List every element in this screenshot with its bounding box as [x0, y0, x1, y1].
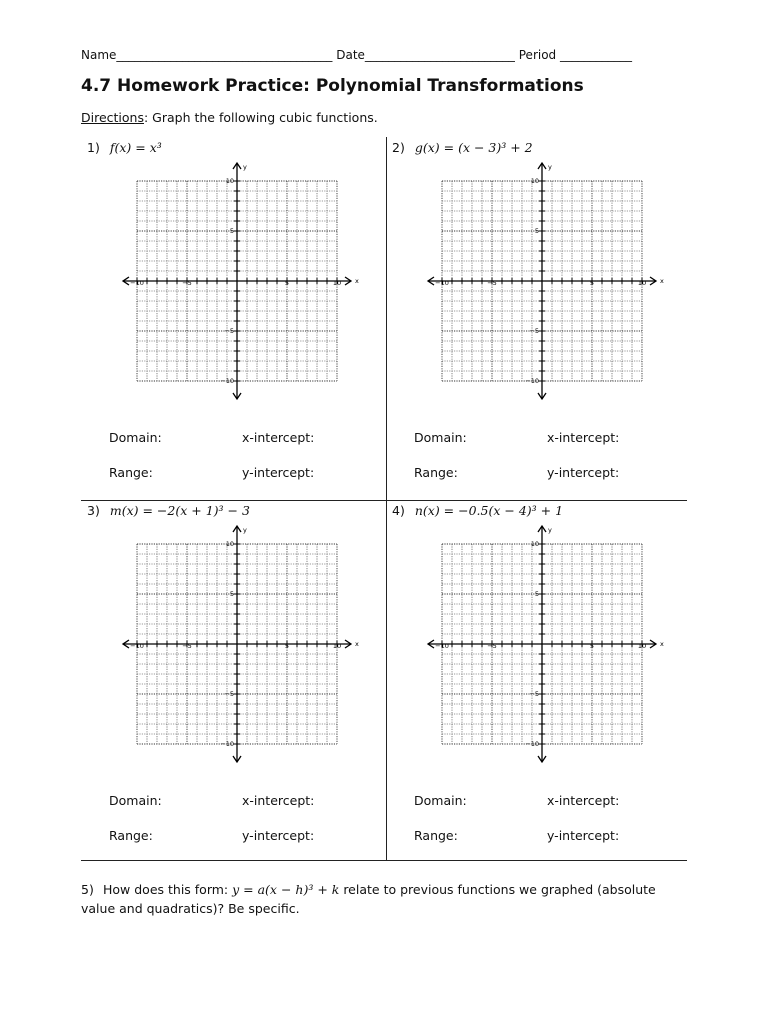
question-5-number: 5): [81, 882, 94, 897]
x-tick-label: −5: [487, 642, 497, 650]
range-label: Range:: [109, 465, 153, 480]
y-tick-label: 5: [534, 590, 539, 598]
coordinate-grid[interactable]: [422, 157, 662, 407]
x-tick-label: −10: [435, 279, 449, 287]
question-5-text-before: How does this form:: [103, 882, 233, 897]
y-tick-label: −10: [220, 377, 234, 385]
y-tick-label: 10: [530, 177, 539, 185]
domain-label: Domain:: [414, 430, 467, 445]
range-label: Range:: [414, 465, 458, 480]
x-axis-label: x: [660, 277, 664, 285]
x-intercept-label: x-intercept:: [547, 430, 620, 445]
name-label: Name: [81, 48, 117, 62]
coordinate-grid[interactable]: [117, 520, 357, 770]
problem-heading: [392, 140, 533, 155]
date-label: Date: [336, 48, 365, 62]
problem-function: g(x) = (x − 3)³ + 2: [414, 140, 533, 155]
problem-heading: [87, 140, 162, 155]
y-tick-label: −5: [529, 327, 539, 335]
header-line: [81, 48, 691, 62]
y-tick-label: −10: [220, 740, 234, 748]
directions-text: : Graph the following cubic functions.: [143, 110, 378, 125]
x-tick-label: 10: [332, 642, 342, 650]
y-tick-label: 10: [225, 540, 234, 548]
bottom-divider: [81, 860, 687, 861]
period-label: Period: [518, 48, 557, 62]
x-intercept-label: x-intercept:: [242, 793, 315, 808]
question-5-text-after: relate to previous functions we graphed (absolute value and quadratics)? Be specific.: [81, 882, 656, 916]
x-tick-label: 10: [637, 642, 647, 650]
y-intercept-label: y-intercept:: [547, 828, 620, 843]
x-axis-label: x: [355, 640, 359, 648]
range-label: Range:: [109, 828, 153, 843]
period-blank[interactable]: ____________: [560, 48, 632, 62]
y-axis-label: y: [548, 163, 552, 171]
coordinate-grid[interactable]: [117, 157, 357, 407]
x-axis-label: x: [355, 277, 359, 285]
y-tick-label: 5: [229, 590, 234, 598]
y-tick-label: −10: [525, 740, 539, 748]
x-tick-label: −5: [487, 279, 497, 287]
name-blank[interactable]: ____________________________________: [116, 48, 333, 62]
x-tick-label: 5: [284, 642, 290, 650]
y-tick-label: 5: [229, 227, 234, 235]
y-axis-label: y: [243, 163, 247, 171]
y-tick-label: 10: [530, 540, 539, 548]
y-tick-label: −5: [224, 690, 234, 698]
x-tick-label: 5: [589, 642, 595, 650]
x-tick-label: 5: [589, 279, 595, 287]
problem-cell-4: [386, 500, 691, 860]
problem-function: f(x) = x³: [109, 140, 162, 155]
y-intercept-label: y-intercept:: [547, 465, 620, 480]
y-tick-label: −10: [525, 377, 539, 385]
problem-function: n(x) = −0.5(x − 4)³ + 1: [414, 503, 564, 518]
problem-function: m(x) = −2(x + 1)³ − 3: [109, 503, 250, 518]
y-intercept-label: y-intercept:: [242, 828, 315, 843]
x-tick-label: 10: [637, 279, 647, 287]
x-tick-label: −5: [182, 642, 192, 650]
y-tick-label: −5: [529, 690, 539, 698]
problem-cell-2: [386, 137, 691, 497]
directions-label: Directions: [81, 110, 144, 125]
domain-label: Domain:: [109, 430, 162, 445]
coordinate-grid[interactable]: [422, 520, 662, 770]
domain-label: Domain:: [109, 793, 162, 808]
y-axis-label: y: [548, 526, 552, 534]
y-tick-label: 10: [225, 177, 234, 185]
x-axis-label: x: [660, 640, 664, 648]
problem-number: 1): [87, 140, 100, 155]
x-tick-label: 5: [284, 279, 290, 287]
problem-heading: [392, 503, 563, 518]
x-intercept-label: x-intercept:: [547, 793, 620, 808]
domain-label: Domain:: [414, 793, 467, 808]
x-tick-label: −10: [435, 642, 449, 650]
question-5: [81, 880, 691, 918]
x-intercept-label: x-intercept:: [242, 430, 315, 445]
x-tick-label: 10: [332, 279, 342, 287]
page-title: 4.7 Homework Practice: Polynomial Transformations: [81, 76, 584, 96]
y-intercept-label: y-intercept:: [242, 465, 315, 480]
x-tick-label: −5: [182, 279, 192, 287]
x-tick-label: −10: [130, 642, 144, 650]
y-tick-label: 5: [534, 227, 539, 235]
problem-number: 4): [392, 503, 405, 518]
question-5-formula: y = a(x − h)³ + k: [232, 882, 340, 897]
y-tick-label: −5: [224, 327, 234, 335]
problem-cell-3: [81, 500, 386, 860]
problem-heading: [87, 503, 250, 518]
x-tick-label: −10: [130, 279, 144, 287]
problem-number: 2): [392, 140, 405, 155]
problem-number: 3): [87, 503, 100, 518]
date-blank[interactable]: _________________________: [364, 48, 515, 62]
problem-cell-1: [81, 137, 386, 497]
y-axis-label: y: [243, 526, 247, 534]
range-label: Range:: [414, 828, 458, 843]
directions: [81, 110, 378, 125]
